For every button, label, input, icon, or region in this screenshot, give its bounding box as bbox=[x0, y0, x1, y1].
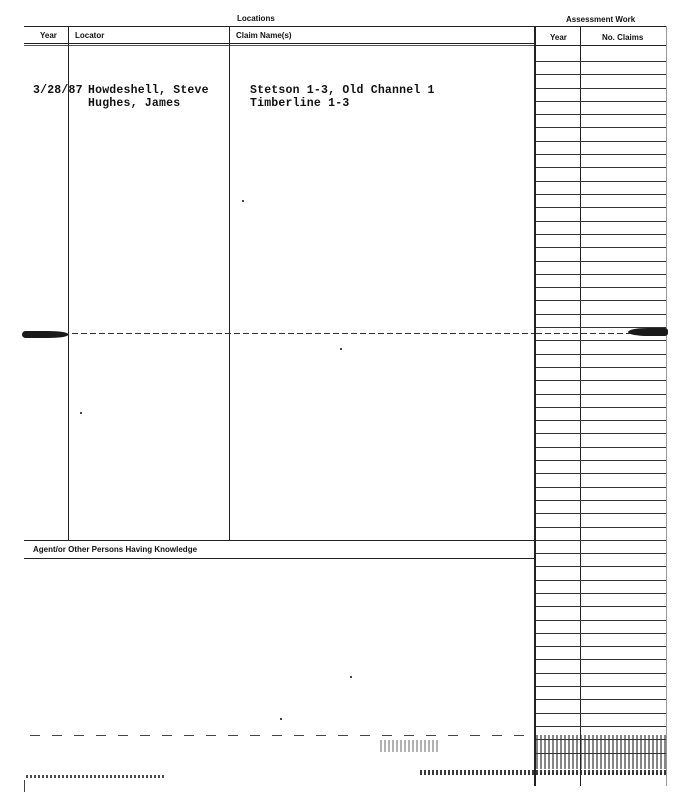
ledger-row-line bbox=[536, 713, 666, 714]
ledger-row-line bbox=[536, 473, 666, 474]
ledger-row-line bbox=[536, 593, 666, 594]
locations-header: Locations bbox=[237, 14, 275, 23]
aw-year-column-header: Year bbox=[550, 33, 567, 42]
aw-year-claims-divider bbox=[580, 26, 581, 786]
ledger-row-line bbox=[536, 580, 666, 581]
ledger-row-line bbox=[536, 753, 666, 754]
ledger-row-line bbox=[536, 407, 666, 408]
agent-header-rule bbox=[24, 558, 534, 559]
ledger-row-line bbox=[536, 460, 666, 461]
ledger-row-line bbox=[536, 101, 666, 102]
ledger-row-line bbox=[536, 274, 666, 275]
ledger-row-line bbox=[536, 300, 666, 301]
aw-no-claims-column-header: No. Claims bbox=[602, 33, 644, 42]
scan-smudge-ledger bbox=[536, 735, 666, 769]
ledger-row-line bbox=[536, 194, 666, 195]
ledger-row-line bbox=[536, 540, 666, 541]
ledger-row-line bbox=[536, 566, 666, 567]
ledger-row-line bbox=[536, 261, 666, 262]
ledger-row-line bbox=[536, 606, 666, 607]
ledger-row-line bbox=[536, 659, 666, 660]
scan-speck bbox=[280, 718, 282, 720]
scan-speck bbox=[80, 412, 82, 414]
header-rule bbox=[24, 43, 534, 44]
ledger-row-line bbox=[536, 154, 666, 155]
ledger-row-line bbox=[536, 447, 666, 448]
ledger-row-line bbox=[536, 500, 666, 501]
ledger-row-line bbox=[536, 513, 666, 514]
ledger-row-line bbox=[536, 673, 666, 674]
ledger-row-line bbox=[536, 553, 666, 554]
entry-year: 3/28/87 bbox=[33, 84, 83, 97]
ledger-row-line bbox=[536, 433, 666, 434]
ledger-row-line bbox=[536, 394, 666, 395]
ledger-row-line bbox=[536, 327, 666, 328]
scan-speck bbox=[350, 676, 352, 678]
ledger-row-line bbox=[536, 234, 666, 235]
top-rule bbox=[24, 26, 666, 27]
ledger-row-line bbox=[536, 686, 666, 687]
entry-locator-2: Hughes, James bbox=[88, 97, 181, 110]
locator-column-header: Locator bbox=[75, 31, 105, 40]
ledger-row-line bbox=[536, 633, 666, 634]
ledger-row-line bbox=[536, 74, 666, 75]
ledger-row-line bbox=[536, 167, 666, 168]
ledger-row-line bbox=[536, 181, 666, 182]
ledger-row-line bbox=[536, 340, 666, 341]
entry-locator-1: Howdeshell, Steve bbox=[88, 84, 209, 97]
ledger-row-line bbox=[536, 646, 666, 647]
entry-claims-1: Stetson 1-3, Old Channel 1 bbox=[250, 84, 435, 97]
ledger-row-line bbox=[536, 207, 666, 208]
entry-claims-2: Timberline 1-3 bbox=[250, 97, 350, 110]
year-column-header: Year bbox=[40, 31, 57, 40]
agent-section-header: Agent/or Other Persons Having Knowledge bbox=[33, 545, 198, 554]
aw-header-rule bbox=[536, 45, 666, 46]
ledger-row-line bbox=[536, 487, 666, 488]
scan-speck bbox=[340, 348, 342, 350]
ledger-row-line bbox=[536, 127, 666, 128]
ledger-row-line bbox=[536, 367, 666, 368]
ledger-row-line bbox=[536, 61, 666, 62]
ledger-row-line bbox=[536, 726, 666, 727]
locations-bottom-rule bbox=[24, 540, 534, 541]
fold-mark-right bbox=[628, 328, 668, 336]
ledger-row-line bbox=[536, 380, 666, 381]
scan-speckle-middle bbox=[380, 740, 440, 752]
aw-right-edge bbox=[666, 26, 667, 786]
header-rule-double bbox=[24, 45, 534, 46]
fold-line-right bbox=[536, 333, 631, 334]
scan-speck bbox=[24, 780, 25, 792]
bottom-dashed-rule bbox=[30, 735, 530, 736]
ledger-row-line bbox=[536, 114, 666, 115]
ledger-row-line bbox=[536, 420, 666, 421]
scan-smudge-left bbox=[26, 775, 166, 778]
ledger-row-line bbox=[536, 620, 666, 621]
claim-names-column-header: Claim Name(s) bbox=[236, 31, 292, 40]
locator-claims-divider bbox=[229, 26, 230, 540]
ledger-row-line bbox=[536, 739, 666, 740]
ledger-row-line bbox=[536, 88, 666, 89]
claims-assessment-divider bbox=[534, 26, 536, 786]
ledger-row-line bbox=[536, 287, 666, 288]
scan-smudge-bottom bbox=[420, 770, 666, 775]
ledger-row-line bbox=[536, 141, 666, 142]
ledger-row-line bbox=[536, 221, 666, 222]
ledger-row-line bbox=[536, 314, 666, 315]
year-locator-divider bbox=[68, 26, 69, 540]
ledger-row-line bbox=[536, 247, 666, 248]
ledger-row-line bbox=[536, 527, 666, 528]
fold-mark-left bbox=[22, 331, 68, 338]
ledger-row-line bbox=[536, 699, 666, 700]
ledger-row-line bbox=[536, 354, 666, 355]
fold-line bbox=[72, 333, 534, 334]
scan-speck bbox=[242, 200, 244, 202]
assessment-work-header: Assessment Work bbox=[566, 15, 636, 24]
